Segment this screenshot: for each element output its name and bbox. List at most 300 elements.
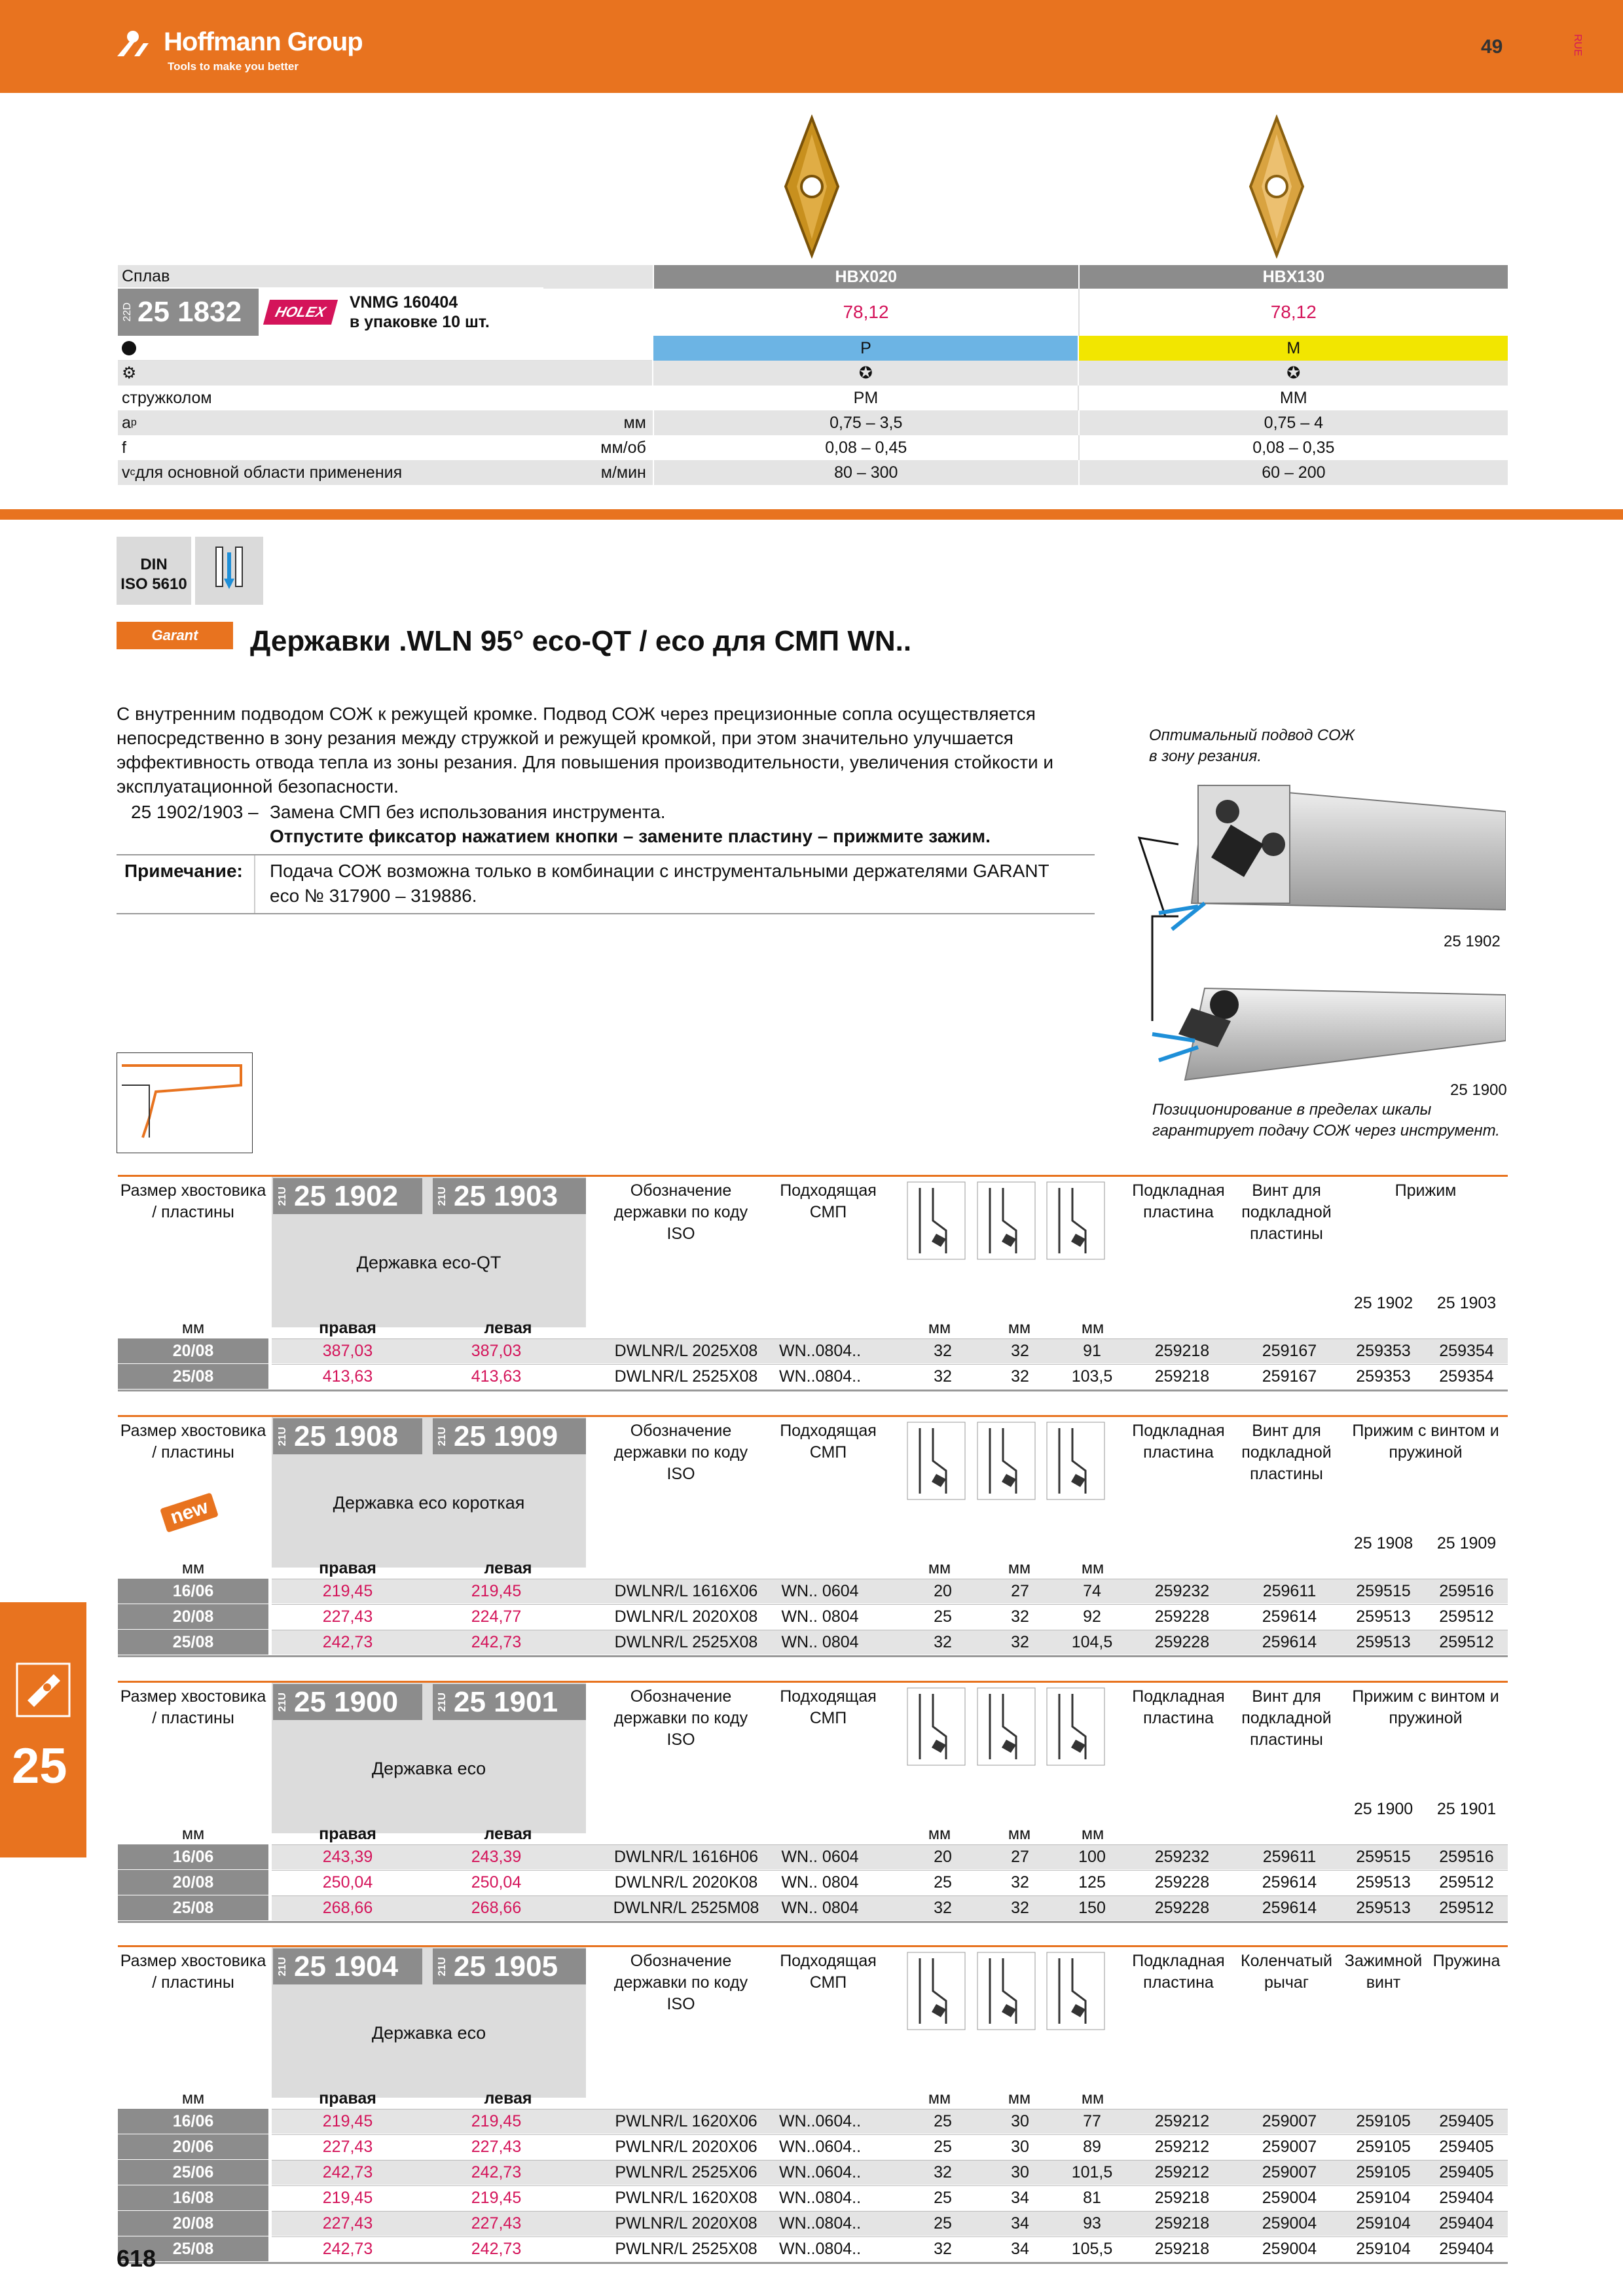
- table-cell: 259218: [1154, 1367, 1210, 1386]
- unit-mm: мм: [928, 1319, 951, 1337]
- table-cell: WN..0604..: [778, 2162, 862, 2181]
- catalog-number: 25 1832: [137, 296, 242, 328]
- dimension-diagram-icon: [907, 1181, 966, 1260]
- note-label: Примечание:: [124, 861, 243, 881]
- table-cell: 227,43: [322, 2137, 373, 2156]
- table-cell: 219,45: [322, 2111, 373, 2130]
- table-cell: 259512: [1439, 1898, 1494, 1917]
- size-header: Размер хвостовика / пластины: [120, 1181, 266, 1221]
- table-cell: 27: [1011, 1847, 1029, 1866]
- table-cell: 259007: [1262, 2162, 1317, 2181]
- table-cell: 413,63: [471, 1367, 522, 1386]
- table-cell: 32: [1011, 1607, 1029, 1626]
- code-tag: 21U: [437, 1186, 448, 1206]
- table-cell: 259212: [1154, 2111, 1210, 2130]
- table-cell: 259611: [1262, 1847, 1317, 1866]
- table-cell: 259512: [1439, 1607, 1494, 1626]
- table-cell: 259004: [1262, 2239, 1317, 2258]
- table-cell: 34: [1011, 2188, 1029, 2207]
- spec-row-vc: [118, 460, 1508, 485]
- table-cell: 92: [1083, 1607, 1101, 1626]
- section-title: Державки .WLN 95° eco-QT / eco для СМП WN..: [250, 625, 912, 657]
- code-right: 25 1902: [294, 1179, 399, 1212]
- description-line: эффективность отвода тепла из зоны резания. Для повышения производительности, увеличения стойкости и: [117, 752, 1054, 772]
- table-cell: 259218: [1154, 2214, 1210, 2233]
- table-cell: 259228: [1154, 1607, 1210, 1626]
- f-hbx130: 0,08 – 0,35: [1078, 435, 1508, 460]
- code-tag: 21U: [437, 1956, 448, 1977]
- size-header: Размер хвостовика / пластины: [120, 1422, 266, 1462]
- table-cell: WN.. 0804: [781, 1632, 859, 1651]
- table-cell: 259212: [1154, 2162, 1210, 2181]
- code-tag: 21U: [437, 1426, 448, 1446]
- table-cell: 27: [1011, 1581, 1029, 1600]
- size-cell: 25/08: [118, 1364, 268, 1389]
- spec-row-f: [118, 435, 1508, 460]
- col-c-sub-left: 25 1909: [1436, 1534, 1497, 1552]
- table-cell: DWLNR/L 2525M08: [613, 1898, 759, 1917]
- vc-label: v: [122, 463, 130, 482]
- language-code: RUE: [1572, 34, 1583, 56]
- left-hand-label: левая: [484, 1559, 532, 1577]
- footer-page-number: 618: [117, 2245, 156, 2272]
- caption-top-line: в зону резания.: [1149, 747, 1262, 765]
- catalog-prefix: 22D: [122, 302, 133, 322]
- caption-top: [1149, 725, 1355, 767]
- col-a-header: Подкладная пластина: [1132, 1181, 1225, 1221]
- table-cell: 77: [1083, 2111, 1101, 2130]
- insert-header: Подходящая СМП: [780, 1181, 877, 1221]
- col-b-header: Винт для подкладной пластины: [1241, 1687, 1332, 1749]
- unit-mm: мм: [928, 1825, 951, 1843]
- spec-row-catalog: [118, 289, 1508, 336]
- table-cell: WN.. 0804: [781, 1607, 859, 1626]
- orange-divider: [0, 509, 1623, 520]
- chapter-tab: [0, 1602, 86, 1857]
- table-cell: WN..0804..: [778, 1367, 862, 1386]
- holder-type: Державка eco: [371, 2023, 486, 2043]
- qt-text-1: Замена СМП без использования инструмента.: [270, 802, 666, 822]
- spec-row-ap: [118, 410, 1508, 435]
- table-cell: 219,45: [471, 1581, 522, 1600]
- table-cell: 259232: [1154, 1581, 1210, 1600]
- table-cell: 25: [934, 2137, 952, 2156]
- table-cell: 259004: [1262, 2214, 1317, 2233]
- col-a-header: Подкладная пластина: [1132, 1422, 1225, 1462]
- dimension-diagram-icon: [907, 1687, 966, 1766]
- table-cell: 25: [934, 1607, 952, 1626]
- chipbreaker-pm: PM: [652, 386, 1078, 410]
- vc-hbx020: 80 – 300: [653, 460, 1078, 485]
- size-cell: 16/06: [118, 2109, 268, 2134]
- table-cell: PWLNR/L 2020X06: [615, 2137, 757, 2156]
- table-cell: 259515: [1356, 1847, 1411, 1866]
- holder-photos: [1113, 772, 1506, 1086]
- right-hand-label: правая: [319, 1825, 376, 1843]
- unit-mm: мм: [928, 2089, 951, 2108]
- table-cell: WN..0604..: [778, 2137, 862, 2156]
- table-cell: 250,04: [322, 1873, 373, 1892]
- code-box-left: [433, 1178, 586, 1214]
- col-a-header: Подкладная пластина: [1132, 1952, 1225, 1992]
- table-cell: 103,5: [1071, 1367, 1113, 1386]
- table-cell: 259104: [1356, 2188, 1411, 2207]
- right-hand-label: правая: [319, 2089, 376, 2108]
- table-cell: 259007: [1262, 2111, 1317, 2130]
- table-cell: WN.. 0804: [781, 1898, 859, 1917]
- table-cell: 219,45: [471, 2188, 522, 2207]
- col-b-header: Коленчатый рычаг: [1241, 1952, 1332, 1992]
- table-cell: 101,5: [1071, 2162, 1113, 2181]
- table-bottom-rule: [118, 1921, 1508, 1923]
- table-cell: 32: [1011, 1873, 1029, 1892]
- left-hand-label: левая: [484, 2089, 532, 2108]
- table-cell: 243,39: [322, 1847, 373, 1866]
- material-dot-icon: [122, 341, 136, 355]
- table-cell: 242,73: [322, 2162, 373, 2181]
- unit-mm: мм: [1008, 2089, 1031, 2108]
- col-c-header: Прижим: [1395, 1181, 1457, 1200]
- table-cell: 259614: [1262, 1632, 1317, 1651]
- code-box-right: [273, 1178, 422, 1214]
- price-hbx020: 78,12: [653, 289, 1078, 336]
- dimension-diagram-icon: [907, 1952, 966, 2030]
- insert-designation: VNMG 160404: [349, 293, 458, 312]
- table-cell: 32: [1011, 1898, 1029, 1917]
- vc-hbx130: 60 – 200: [1078, 460, 1508, 485]
- table-cell: 413,63: [322, 1367, 373, 1386]
- table-cell: 242,73: [471, 1632, 522, 1651]
- table-cell: WN..0604..: [778, 2111, 862, 2130]
- holder-type: Державка eco: [371, 1759, 486, 1778]
- table-cell: 259405: [1439, 2111, 1494, 2130]
- coolant-icon: [195, 537, 263, 605]
- hoffmann-logo-icon: [115, 29, 155, 58]
- table-cell: 259404: [1439, 2214, 1494, 2233]
- table-cell: 259167: [1262, 1367, 1317, 1386]
- size-cell: 20/08: [118, 1338, 268, 1363]
- ap-label-sub: p: [130, 417, 137, 428]
- table-cell: 32: [934, 2239, 952, 2258]
- table-bottom-rule: [118, 1655, 1508, 1657]
- code-left: 25 1909: [454, 1420, 558, 1452]
- garant-logo: Garant: [117, 622, 233, 649]
- iso-label: ISO 5610: [120, 575, 187, 593]
- table-cell: 259404: [1439, 2239, 1494, 2258]
- table-cell: DWLNR/L 2020X08: [614, 1607, 758, 1626]
- spec-row-material: [118, 336, 1508, 361]
- table-cell: 259404: [1439, 2188, 1494, 2207]
- chapter-number: 25: [12, 1738, 67, 1794]
- caption-bottom-line: гарантирует подачу СОЖ через инструмент.: [1152, 1122, 1500, 1139]
- caption-bottom-line: Позиционирование в пределах шкалы: [1152, 1101, 1432, 1119]
- right-hand-label: правая: [319, 1319, 376, 1337]
- size-cell: 25/08: [118, 1895, 268, 1920]
- dimension-diagram-icon: [1046, 1952, 1105, 2030]
- new-badge: new: [160, 1492, 219, 1533]
- table-cell: 259611: [1262, 1581, 1317, 1600]
- description: [117, 702, 1092, 798]
- table-cell: PWLNR/L 2525X06: [615, 2162, 757, 2181]
- spec-row-alloy: [118, 265, 1508, 289]
- table-cell: DWLNR/L 2020K08: [614, 1873, 758, 1892]
- table-cell: 219,45: [322, 1581, 373, 1600]
- table-cell: 259512: [1439, 1873, 1494, 1892]
- table-cell: 105,5: [1071, 2239, 1113, 2258]
- table-cell: 91: [1083, 1341, 1101, 1360]
- ap-hbx020: 0,75 – 3,5: [653, 410, 1078, 435]
- col-c-sub-right: 25 1900: [1353, 1800, 1413, 1818]
- f-unit: мм/об: [600, 438, 646, 457]
- table-cell: 259232: [1154, 1847, 1210, 1866]
- code-right: 25 1908: [294, 1420, 399, 1452]
- table-cell: 25: [934, 2214, 952, 2233]
- table-cell: 227,43: [471, 2137, 522, 2156]
- table-cell: 25: [934, 1873, 952, 1892]
- unit-mm: мм: [181, 2089, 205, 2108]
- code-box-right: [273, 1948, 422, 1984]
- unit-mm: мм: [1081, 2089, 1104, 2108]
- table-cell: 259405: [1439, 2137, 1494, 2156]
- table-cell: 25: [934, 2111, 952, 2130]
- dimension-diagram-icon: [977, 1687, 1036, 1766]
- table-bottom-rule: [118, 1390, 1508, 1391]
- insert-hbx130-image: [1247, 115, 1306, 259]
- code-tag: 21U: [277, 1692, 288, 1712]
- turning-icon: [14, 1661, 72, 1719]
- grade-hbx130: HBX130: [1078, 265, 1508, 289]
- table-cell: 259212: [1154, 2137, 1210, 2156]
- din-badge: [117, 537, 191, 605]
- table-cell: 259513: [1356, 1873, 1411, 1892]
- vc-label-rest: для основной области применения: [135, 463, 403, 482]
- table-cell: 259105: [1356, 2162, 1411, 2181]
- code-tag: 21U: [277, 1186, 288, 1206]
- table-cell: DWLNR/L 2025X08: [614, 1341, 758, 1360]
- dimension-diagram-icon: [977, 1422, 1036, 1500]
- dimension-diagram-icon: [1046, 1422, 1105, 1500]
- table-cell: 259004: [1262, 2188, 1317, 2207]
- table-cell: 227,43: [471, 2214, 522, 2233]
- code-right: 25 1904: [294, 1950, 399, 1982]
- dimension-diagram-icon: [907, 1422, 966, 1500]
- vc-label-sub: c: [130, 467, 136, 478]
- table-cell: 74: [1083, 1581, 1101, 1600]
- table-cell: DWLNR/L 1616X06: [614, 1581, 758, 1600]
- code-left: 25 1905: [454, 1950, 558, 1982]
- caption-bottom: [1152, 1100, 1500, 1141]
- size-cell: 16/06: [118, 1579, 268, 1604]
- table-cell: 259105: [1356, 2137, 1411, 2156]
- size-cell: 25/08: [118, 2236, 268, 2261]
- f-label: f: [122, 438, 126, 457]
- table-cell: 81: [1083, 2188, 1101, 2207]
- table-cell: 243,39: [471, 1847, 522, 1866]
- table-cell: 259512: [1439, 1632, 1494, 1651]
- price-hbx130: 78,12: [1078, 289, 1508, 336]
- photo-label-251900: 25 1900: [1450, 1081, 1507, 1099]
- note-box: [117, 854, 1095, 914]
- spec-row-chipbreaker: [118, 386, 1508, 410]
- brand-name: Hoffmann Group: [164, 27, 363, 56]
- unit-mm: мм: [181, 1319, 205, 1337]
- unit-mm: мм: [1008, 1559, 1031, 1577]
- table-cell: 259167: [1262, 1341, 1317, 1360]
- grade-hbx020: HBX020: [653, 265, 1078, 289]
- size-cell: 16/08: [118, 2185, 268, 2210]
- table-cell: 259218: [1154, 2239, 1210, 2258]
- unit-mm: мм: [1008, 1319, 1031, 1337]
- photo-label-251902: 25 1902: [1444, 933, 1501, 950]
- dimension-diagram-icon: [1046, 1181, 1105, 1260]
- table-cell: 32: [934, 1341, 952, 1360]
- table-cell: DWLNR/L 2525X08: [614, 1367, 758, 1386]
- table-cell: 259513: [1356, 1898, 1411, 1917]
- col-c-header: Прижим с винтом и пружиной: [1352, 1687, 1499, 1727]
- din-label: DIN: [140, 556, 168, 573]
- table-cell: 387,03: [471, 1341, 522, 1360]
- table-cell: 32: [934, 1898, 952, 1917]
- table-cell: WN.. 0604: [781, 1581, 859, 1600]
- insert-header: Подходящая СМП: [780, 1422, 877, 1462]
- table-cell: 32: [1011, 1632, 1029, 1651]
- table-cell: WN..0804..: [778, 2214, 862, 2233]
- table-cell: 104,5: [1071, 1632, 1113, 1651]
- col-c-sub-left: 25 1903: [1436, 1294, 1497, 1312]
- col-a-header: Подкладная пластина: [1132, 1687, 1225, 1727]
- size-cell: 25/08: [118, 1630, 268, 1655]
- table-cell: 259104: [1356, 2214, 1411, 2233]
- table-cell: 125: [1078, 1873, 1106, 1892]
- code-box-left: [433, 1948, 586, 1984]
- table-cell: 32: [1011, 1341, 1029, 1360]
- designation-header: Обозначение державки по коду ISO: [613, 1687, 748, 1749]
- table-cell: 259228: [1154, 1898, 1210, 1917]
- col-c-header: Прижим с винтом и пружиной: [1352, 1422, 1499, 1462]
- col-b-header: Винт для подкладной пластины: [1241, 1181, 1332, 1243]
- code-tag: 21U: [277, 1426, 288, 1446]
- unit-mm: мм: [1081, 1559, 1104, 1577]
- table-cell: 32: [1011, 1367, 1029, 1386]
- qt-ref: 25 1902/1903 –: [131, 802, 259, 822]
- code-left: 25 1903: [454, 1179, 558, 1212]
- table-cell: 259228: [1154, 1873, 1210, 1892]
- coating-icon: ✪: [1286, 364, 1301, 382]
- insert-pack: в упаковке 10 шт.: [349, 313, 490, 331]
- table-cell: WN..0804..: [778, 2239, 862, 2258]
- designation-header: Обозначение державки по коду ISO: [613, 1952, 748, 2013]
- table-cell: 242,73: [471, 2239, 522, 2258]
- table-cell: 259516: [1439, 1581, 1494, 1600]
- table-cell: 219,45: [471, 2111, 522, 2130]
- unit-mm: мм: [1008, 1825, 1031, 1843]
- table-cell: 20: [934, 1581, 952, 1600]
- table-cell: 268,66: [471, 1898, 522, 1917]
- code-left: 25 1901: [454, 1685, 558, 1718]
- caption-top-line: Оптимальный подвод СОЖ: [1149, 726, 1355, 744]
- table-cell: 259405: [1439, 2162, 1494, 2181]
- f-hbx020: 0,08 – 0,45: [653, 435, 1078, 460]
- col-e-header: Пружина: [1432, 1952, 1501, 1970]
- table-cell: 259354: [1439, 1367, 1494, 1386]
- code-tag: 21U: [277, 1956, 288, 1977]
- insert-header: Подходящая СМП: [780, 1687, 877, 1727]
- table-cell: 259007: [1262, 2137, 1317, 2156]
- holder-type: Державка eco короткая: [333, 1493, 525, 1513]
- left-hand-label: левая: [484, 1319, 532, 1337]
- qt-text-2: Отпустите фиксатор нажатием кнопки – замените пластину – прижмите зажим.: [270, 826, 991, 846]
- table-cell: 259105: [1356, 2111, 1411, 2130]
- size-header: Размер хвостовика / пластины: [120, 1952, 266, 1992]
- table-cell: 32: [934, 1367, 952, 1386]
- col-c-sub-left: 25 1901: [1436, 1800, 1497, 1818]
- unit-mm: мм: [181, 1825, 205, 1843]
- table-cell: 259513: [1356, 1632, 1411, 1651]
- table-cell: 93: [1083, 2214, 1101, 2233]
- table-cell: 259353: [1356, 1367, 1411, 1386]
- table-cell: 32: [934, 1632, 952, 1651]
- table-cell: 259353: [1356, 1341, 1411, 1360]
- description-line: С внутренним подводом СОЖ к режущей кромке. Подвод СОЖ через прецизионные сопла осуществляется: [117, 704, 1036, 724]
- chipbreaker-label: стружколом: [122, 388, 212, 407]
- table-cell: 242,73: [322, 2239, 373, 2258]
- table-cell: PWLNR/L 2525X08: [615, 2239, 757, 2258]
- description-line: эксплуатационной безопасности.: [117, 776, 399, 797]
- insert-header: Подходящая СМП: [780, 1952, 877, 1992]
- table-cell: 259614: [1262, 1898, 1317, 1917]
- chipbreaker-mm: MM: [1078, 386, 1508, 410]
- table-cell: 100: [1078, 1847, 1106, 1866]
- right-hand-label: правая: [319, 1559, 376, 1577]
- designation-header: Обозначение державки по коду ISO: [613, 1181, 748, 1243]
- table-cell: 30: [1011, 2111, 1029, 2130]
- table-cell: 89: [1083, 2137, 1101, 2156]
- table-cell: 242,73: [322, 1632, 373, 1651]
- holder-shape-icon: [117, 1052, 253, 1153]
- table-cell: 219,45: [322, 2188, 373, 2207]
- designation-header: Обозначение державки по коду ISO: [613, 1422, 748, 1483]
- table-cell: 242,73: [471, 2162, 522, 2181]
- size-cell: 20/08: [118, 1604, 268, 1629]
- table-cell: 150: [1078, 1898, 1106, 1917]
- size-cell: 20/06: [118, 2134, 268, 2159]
- gear-icon: ⚙: [122, 364, 137, 382]
- table-cell: DWLNR/L 2525X08: [614, 1632, 758, 1651]
- ap-hbx130: 0,75 – 4: [1078, 410, 1508, 435]
- table-cell: 34: [1011, 2239, 1029, 2258]
- table-cell: 259516: [1439, 1847, 1494, 1866]
- size-cell: 25/06: [118, 2160, 268, 2185]
- dimension-diagram-icon: [1046, 1687, 1105, 1766]
- unit-mm: мм: [181, 1559, 205, 1577]
- table-cell: 259218: [1154, 1341, 1210, 1360]
- col-c-sub-right: 25 1908: [1353, 1534, 1413, 1552]
- unit-mm: мм: [928, 1559, 951, 1577]
- description-line: непосредственно в зону резания между стружкой и режущей кромкой, при этом значительно улучшается: [117, 728, 1013, 748]
- table-cell: WN..0804..: [778, 2188, 862, 2207]
- table-cell: 387,03: [322, 1341, 373, 1360]
- size-header: Размер хвостовика / пластины: [120, 1687, 266, 1727]
- table-cell: 30: [1011, 2137, 1029, 2156]
- unit-mm: мм: [1081, 1319, 1104, 1337]
- code-box-right: [273, 1418, 422, 1454]
- code-right: 25 1900: [294, 1685, 399, 1718]
- vc-unit: м/мин: [543, 460, 653, 485]
- note-text-2: eco № 317900 – 319886.: [270, 886, 477, 906]
- code-box-right: [273, 1684, 422, 1720]
- dimension-diagram-icon: [977, 1952, 1036, 2030]
- table-cell: DWLNR/L 1616H06: [613, 1847, 758, 1866]
